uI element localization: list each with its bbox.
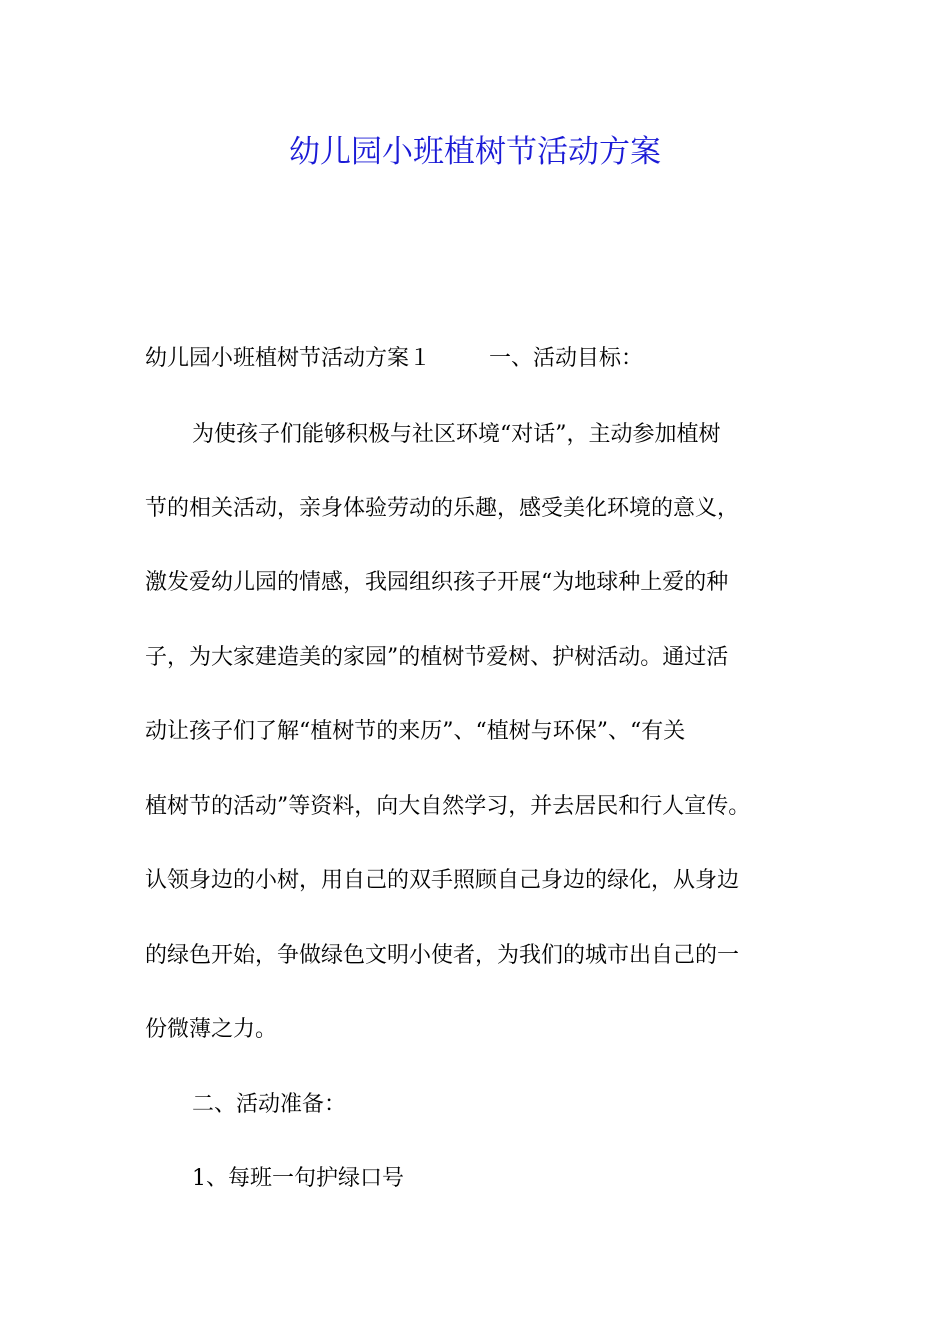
paragraph-line: 份微薄之力。 [145, 1017, 278, 1042]
paragraph-line: 子，为大家建造美的家园”的植树节爱树、护树活动。通过活 [145, 645, 729, 670]
heading-line [145, 344, 643, 374]
paragraph-line: 的绿色开始，争做绿色文明小使者，为我们的城市出自己的一 [145, 943, 740, 968]
section-heading-doc: 幼儿园小班植树节活动方案１ [145, 346, 432, 371]
section-heading-goals: 一、活动目标： [489, 346, 644, 371]
list-item: 1、每班一句护绿口号 [192, 1166, 404, 1191]
section-heading-preparation: 二、活动准备： [192, 1092, 347, 1117]
paragraph-line: 动让孩子们了解“植树节的来历”、“植树与环保”、“有关 [145, 719, 686, 744]
document-title: 幼儿园小班植树节活动方案 [289, 134, 661, 170]
paragraph-line: 激发爱幼儿园的情感，我园组织孩子开展“为地球种上爱的种 [145, 570, 729, 595]
paragraph-line: 认领身边的小树，用自己的双手照顾自己身边的绿化，从身边 [145, 868, 740, 893]
paragraph-line: 植树节的活动”等资料，向大自然学习，并去居民和行人宣传。 [145, 794, 751, 819]
paragraph-line: 为使孩子们能够积极与社区环境“对话”，主动参加植树 [192, 422, 721, 447]
paragraph-line: 节的相关活动，亲身体验劳动的乐趣，感受美化环境的意义， [145, 496, 740, 521]
